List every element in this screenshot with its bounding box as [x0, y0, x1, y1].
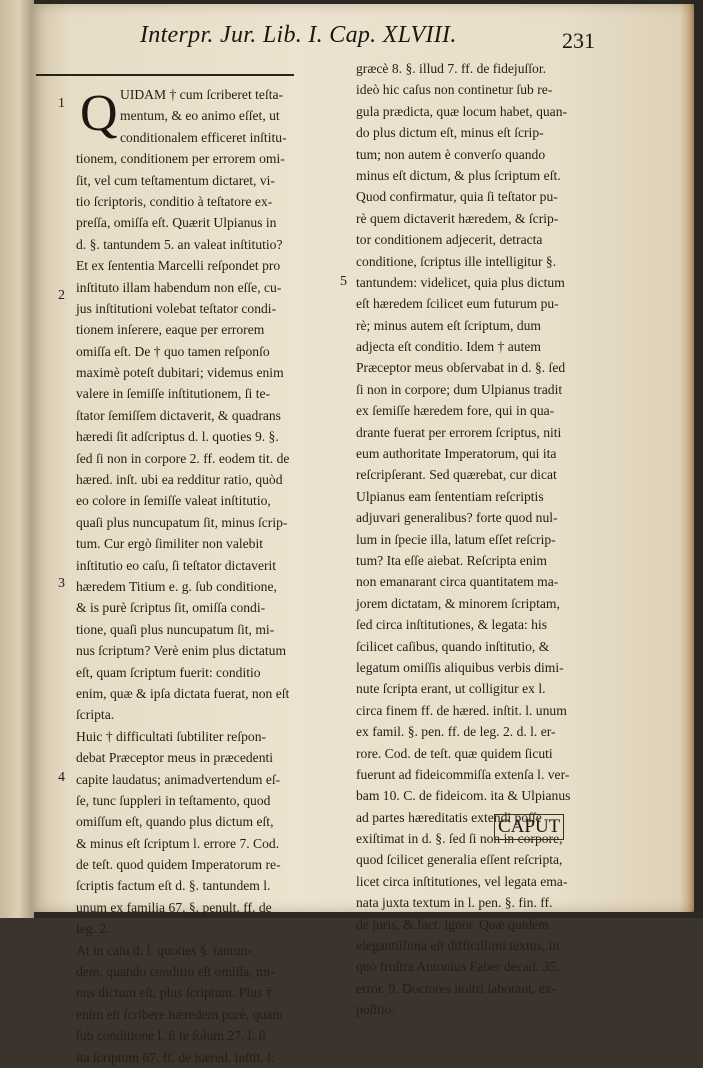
text-line: quod ſcilicet generalia eſſent reſcripta,: [356, 852, 563, 868]
text-line: conditione, ſcriptus ille intelligitur §.: [356, 253, 557, 269]
text-line: leg. 2.: [76, 921, 110, 937]
text-line: ſed circa inſtitutiones, & legata: his: [356, 617, 548, 633]
text-line: exiſtimat in d. §. ſed ſi non in corpore,: [356, 831, 563, 847]
text-line: eum authoritate Imperatorum, qui ita: [356, 446, 557, 462]
text-line: legatum omiſſis aliquibus verbis dimi-: [356, 659, 564, 675]
text-line: error. 9. Doctores noſtri laborant, ex-: [356, 980, 557, 996]
text-line: capite laudatus; animadvertendum eſ-: [76, 771, 281, 787]
text-line: & is purè ſcriptus ſit, omiſſa condi-: [76, 600, 266, 616]
text-line: hæredi ſit adſcriptus d. l. quoties 9. §.: [76, 429, 279, 445]
text-line: græcè 8. §. illud 7. ff. de fidejuſſor.: [356, 61, 547, 76]
text-line: minus eſt dictum, & plus ſcriptum eſt.: [356, 167, 561, 183]
text-line: eſt hæredem ſcilicet eum futurum pu-: [356, 296, 559, 312]
text-line: licet circa inſtitutiones, vel legata ema-: [356, 873, 568, 889]
text-line: ſe, tunc ſuppleri in teſtamento, quod: [76, 792, 271, 808]
text-line: tor conditionem adjecerit, detracta: [356, 232, 543, 248]
text-line: do plus dictum eſt, minus eſt ſcrip-: [356, 125, 544, 141]
drop-cap: Q: [80, 85, 118, 142]
text-line: tione, quaſi plus nuncupatum ſit, mi-: [76, 621, 275, 637]
text-line: tum; non autem è converſo quando: [356, 146, 546, 162]
catchword: CAPUT: [494, 814, 564, 840]
margin-number: 4: [58, 770, 65, 785]
text-line: tum. Cur ergò ſimiliter non valebit: [76, 536, 264, 552]
text-line: ex famil. §. pen. ff. de leg. 2. d. l. er-: [356, 724, 556, 740]
text-line: mentum, & eo animo eſſet, ut: [120, 108, 280, 124]
text-line: ſcilicet caſibus, quando inſtitutio, &: [356, 638, 550, 654]
text-line: circa finem ff. de hæred. inſtit. l. unum: [356, 702, 567, 718]
text-line: Quod confirmatur, quia ſi teſtator pu-: [356, 189, 558, 205]
text-line: tum? Ita eſſe aiebat. Reſcripta enim: [356, 552, 547, 568]
text-line: bam 10. C. de fideicom. ita & Ulpianus: [356, 788, 571, 804]
text-line: valere in ſemiſſe inſtitutionem, ſi te-: [76, 386, 271, 402]
text-line: nata juxta textum in l. pen. §. fin. ff.: [356, 895, 553, 911]
text-line: eſt, quam ſcriptum fuerit: conditio: [76, 664, 261, 680]
text-line: jus inſtitutioni volebat teſtator condi-: [76, 300, 277, 316]
facing-page-edge: [0, 0, 34, 918]
text-line: debat Præceptor meus in præcedenti: [76, 750, 274, 766]
right-text-column: [356, 58, 618, 1021]
text-line: rè quem dictaverit hæredem, & ſcrip-: [356, 210, 559, 226]
text-line: enim, quæ & ipſa dictata fuerat, non eſt: [76, 685, 290, 701]
text-line: conditionalem efficeret inſtitu-: [120, 129, 287, 145]
text-line: drante fuerat per errorem ſcriptus, niti: [356, 424, 562, 440]
text-line: nus dictum eſt, plus ſcriptum. Plus †: [76, 985, 273, 1001]
text-line: gula prædicta, quæ locum habet, quan-: [356, 103, 568, 119]
text-line: dem, quando conditio eſt omiſſa, mi-: [76, 964, 275, 980]
text-line: unum ex familia 67. §. penult. ff. de: [76, 899, 272, 915]
text-line: ideò hic caſus non continetur ſub re-: [356, 82, 553, 98]
text-line: tionem, conditionem per errorem omi-: [76, 151, 285, 167]
page-number: 231: [562, 28, 595, 53]
text-line: non emanarant circa quantitatem ma-: [356, 574, 559, 590]
text-line: adjuvari generalibus? forte quod nul-: [356, 510, 558, 526]
text-line: Præceptor meus obſervabat in d. §. ſed: [356, 360, 566, 376]
margin-number: 5: [340, 274, 347, 289]
text-line: hæred. inſt. ubi ea redditur ratio, quòd: [76, 472, 283, 488]
page-fore-edge: [680, 4, 694, 912]
text-line: fuerunt ad fideicommiſſa extenſa l. ver-: [356, 766, 570, 782]
text-line: eo colore in ſemiſſe valeat inſtitutio,: [76, 493, 271, 509]
text-line: Et ex ſententia Marcelli reſpondet pro: [76, 258, 281, 274]
text-line: Ulpianus eam ſententiam reſcriptis: [356, 488, 544, 504]
text-line: adjecta eſt conditio. Idem † autem: [356, 339, 541, 355]
text-line: UIDAM † cum ſcriberet teſta-: [120, 87, 284, 102]
text-line: ſub conditione l. ſi te ſolum 27. l. ſi: [76, 1028, 266, 1044]
margin-number: 2: [58, 288, 65, 303]
text-line: nus ſcriptum? Verè enim plus dictatum: [76, 643, 287, 659]
text-line: rè; minus autem eſt ſcriptum, dum: [356, 317, 541, 333]
text-line: ſed ſi non in corpore 2. ff. eodem tit. de: [76, 450, 290, 466]
text-line: tantundem: videlicet, quia plus dictum: [356, 274, 565, 290]
text-line: ad partes hæreditatis extendi poſſe: [356, 809, 542, 825]
text-line: ſi non in corpore; dum Ulpianus tradit: [356, 381, 563, 397]
text-line: lum in ſpecie illa, latum eſſet reſcrip-: [356, 531, 556, 547]
text-line: ex ſemiſſe hæredem fore, qui in qua-: [356, 403, 555, 419]
text-line: jorem dictatam, & minorem ſcriptam,: [356, 595, 560, 611]
margin-number: 1: [58, 96, 65, 111]
text-line: inſtitutio eo caſu, ſi teſtator dictaverit: [76, 557, 277, 573]
text-line: Huic † difficultati ſubtiliter reſpon-: [76, 728, 267, 744]
text-line: ſcriptis factum eſt d. §. tantundem l.: [76, 878, 271, 894]
text-line: de teſt. quod quidem Imperatorum re-: [76, 857, 281, 873]
left-text-column: [76, 84, 326, 1068]
text-line: enim eſt ſcribere hæredem purè, quam: [76, 1006, 283, 1022]
text-line: poſitio.: [356, 1002, 395, 1018]
text-line: preſſa, omiſſa eſt. Quærit Ulpianus in: [76, 215, 277, 231]
text-line: de juris, & fact. ignor. Quæ quidem: [356, 916, 549, 932]
text-line: quaſi plus nuncupatum ſit, minus ſcrip-: [76, 514, 288, 530]
text-line: quo fruſtra Antonius Faber decad. 35.: [356, 959, 560, 975]
text-line: ita ſcriptum 67. ff. de hæred. inſtit. l.: [76, 1049, 275, 1065]
text-line: ſcripta.: [76, 707, 115, 723]
text-line: tionem inſerere, eaque per errorem: [76, 322, 265, 338]
text-line: nute ſcripta erant, ut colligitur ex l.: [356, 681, 546, 697]
margin-number: 3: [58, 576, 65, 591]
text-line: & minus eſt ſcriptum l. errore 7. Cod.: [76, 835, 280, 851]
text-line: At in caſu d. l. quoties §. tantun-: [76, 942, 252, 958]
running-title: Interpr. Jur. Lib. I. Cap. XLVIII.: [140, 22, 457, 48]
text-line: inſtituto illam habendum non eſſe, cu-: [76, 279, 282, 295]
text-line: ſtator ſemiſſem dictaverit, & quadrans: [76, 407, 281, 423]
text-line: elegantiſſima eſt difficillimi textus, in: [356, 938, 560, 954]
text-line: ſit, vel cum teſtamentum dictaret, vi-: [76, 172, 275, 188]
text-line: d. §. tantundem 5. an valeat inſtitutio?: [76, 236, 283, 252]
text-line: hæredem Titium e. g. ſub conditione,: [76, 578, 277, 594]
text-line: tio ſcriptoris, conditio à teſtatore ex-: [76, 193, 273, 209]
text-line: rore. Cod. de teſt. quæ quidem ſicuti: [356, 745, 553, 761]
text-line: omiſſum eſt, quando plus dictum eſt,: [76, 814, 274, 830]
text-line: omiſſa eſt. De † quo tamen reſponſo: [76, 343, 270, 359]
header-rule: [36, 74, 294, 76]
text-line: reſcripſerant. Sed quærebat, cur dicat: [356, 467, 557, 483]
text-line: maximè poteſt dubitari; videmus enim: [76, 365, 284, 381]
